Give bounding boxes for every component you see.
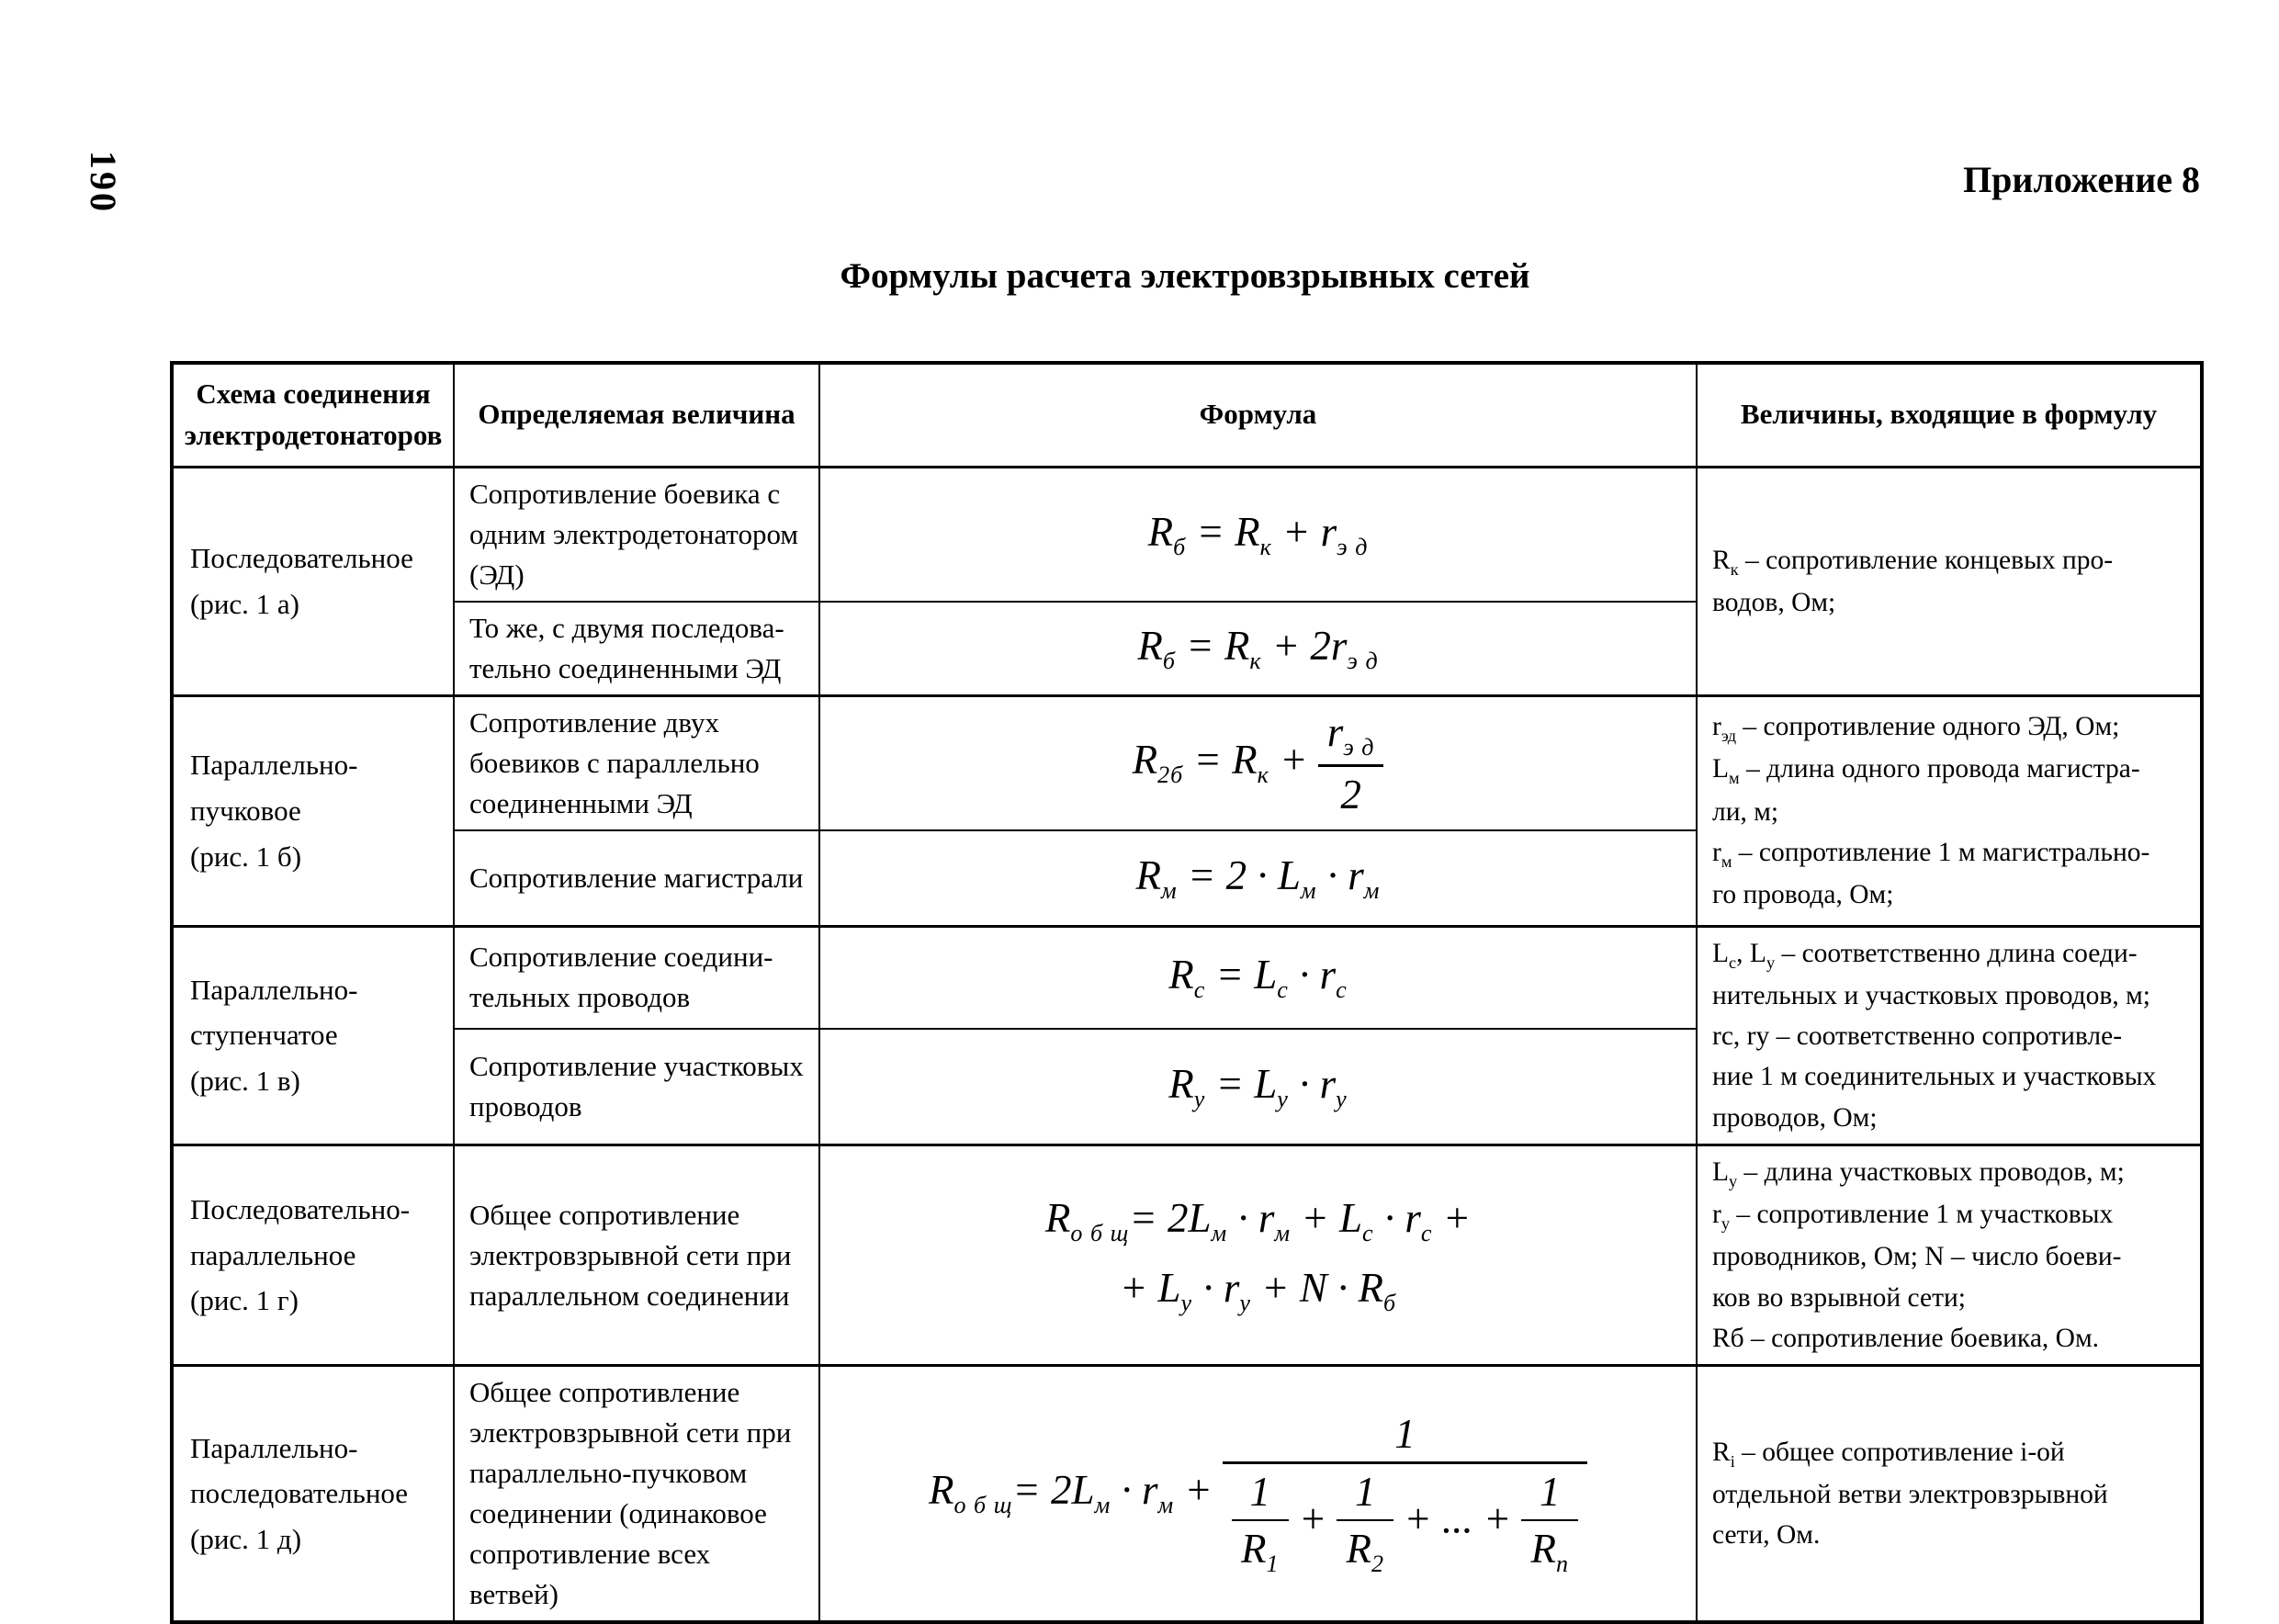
- formula-cell: $R_б = R_к + 2r_{э д}$: [819, 602, 1697, 696]
- table-row: [172, 1145, 2202, 1365]
- quantity-cell: То же, с двумя последова- тельно соединенными ЭД: [454, 602, 819, 696]
- quantity-cell: Сопротивление боевика с одним электродетонатором (ЭД): [454, 467, 819, 602]
- variables-cell: $L_у$ – длина участковых проводов, м; $r_у$ – сопротивление 1 м участковых проводников, Ом; N – число боеви- ков во взрывной сети; Rб – сопротивление боевика, Ом.: [1697, 1145, 2202, 1365]
- quantity-cell: Сопротивление двух боевиков с параллельно соединенными ЭД: [454, 695, 819, 830]
- quantity-cell: Общее сопротивление электровзрывной сети при параллельном соединении: [454, 1145, 819, 1365]
- formula-cell: $R_{2б} = R_к$ + $\frac{r_{э д}}{2}$: [819, 695, 1697, 830]
- formulas-table: [170, 361, 2204, 1624]
- table-row: [172, 1366, 2202, 1623]
- formula-cell: $R_{о б щ}= 2L_м \cdot r_м$ + 1 $\frac{1}{R_1}$ + $\frac{1}{R_2}$ + ... + $\frac{1}{R_n}$: [819, 1366, 1697, 1623]
- formula-cell: $R_с = L_с \cdot r_с$: [819, 926, 1697, 1029]
- page-number: 190: [83, 151, 124, 214]
- table-row: [172, 695, 2202, 830]
- variables-cell: $R_i$ – общее сопротивление i-ой отдельной ветви электровзрывной сети, Ом.: [1697, 1366, 2202, 1623]
- scheme-cell: Параллельно- последовательное (рис. 1 д): [172, 1366, 454, 1623]
- col-header-formula: Формула: [819, 363, 1697, 467]
- formula-cell: $R_у = L_у \cdot r_у$: [819, 1029, 1697, 1145]
- table-row: [172, 467, 2202, 602]
- table-row: [172, 926, 2202, 1029]
- formula-cell: $R_б = R_к + r_{э д}$: [819, 467, 1697, 602]
- scheme-cell: Параллельно- ступенчатое (рис. 1 в): [172, 926, 454, 1145]
- quantity-cell: Общее сопротивление электровзрывной сети при параллельно-пучковом соединении (одинаковое сопротивление всех ветвей): [454, 1366, 819, 1623]
- scheme-cell: Последовательно- параллельное (рис. 1 г): [172, 1145, 454, 1365]
- table-header-row: [172, 363, 2202, 467]
- col-header-vars: Величины, входящие в формулу: [1697, 363, 2202, 467]
- quantity-cell: Сопротивление магистрали: [454, 830, 819, 926]
- col-header-scheme: Схема соединения электродетонаторов: [172, 363, 454, 467]
- scheme-cell: Параллельно- пучковое (рис. 1 б): [172, 695, 454, 926]
- formula-cell: $R_м = 2 \cdot L_м \cdot r_м$: [819, 830, 1697, 926]
- variables-cell: $L_с$, $L_у$ – соответственно длина соеди- нительных и участковых проводов, м; rс, rу – соответственно сопротивле- ние 1 м соединительных и участковых проводов, Ом;: [1697, 926, 2202, 1145]
- page-title: Формулы расчета электровзрывных сетей: [840, 256, 1530, 296]
- appendix-label: Приложение 8: [1963, 159, 2200, 200]
- col-header-quantity: Определяемая величина: [454, 363, 819, 467]
- quantity-cell: Сопротивление участковых проводов: [454, 1029, 819, 1145]
- scheme-cell: Последовательное (рис. 1 а): [172, 467, 454, 695]
- quantity-cell: Сопротивление соедини- тельных проводов: [454, 926, 819, 1029]
- variables-cell: $r_{эд}$ – сопротивление одного ЭД, Ом; $L_м$ – длина одного провода магистра- ли, м; $r_м$ – сопротивление 1 м магистрально- го провода, Ом;: [1697, 695, 2202, 926]
- formula-cell: $R_{о б щ}= 2L_м \cdot r_м + L_с \cdot r_с$ + + $L_у \cdot r_у + N \cdot R_б$: [819, 1145, 1697, 1365]
- variables-cell: $R_к$ – сопротивление концевых про- водов, Ом;: [1697, 467, 2202, 695]
